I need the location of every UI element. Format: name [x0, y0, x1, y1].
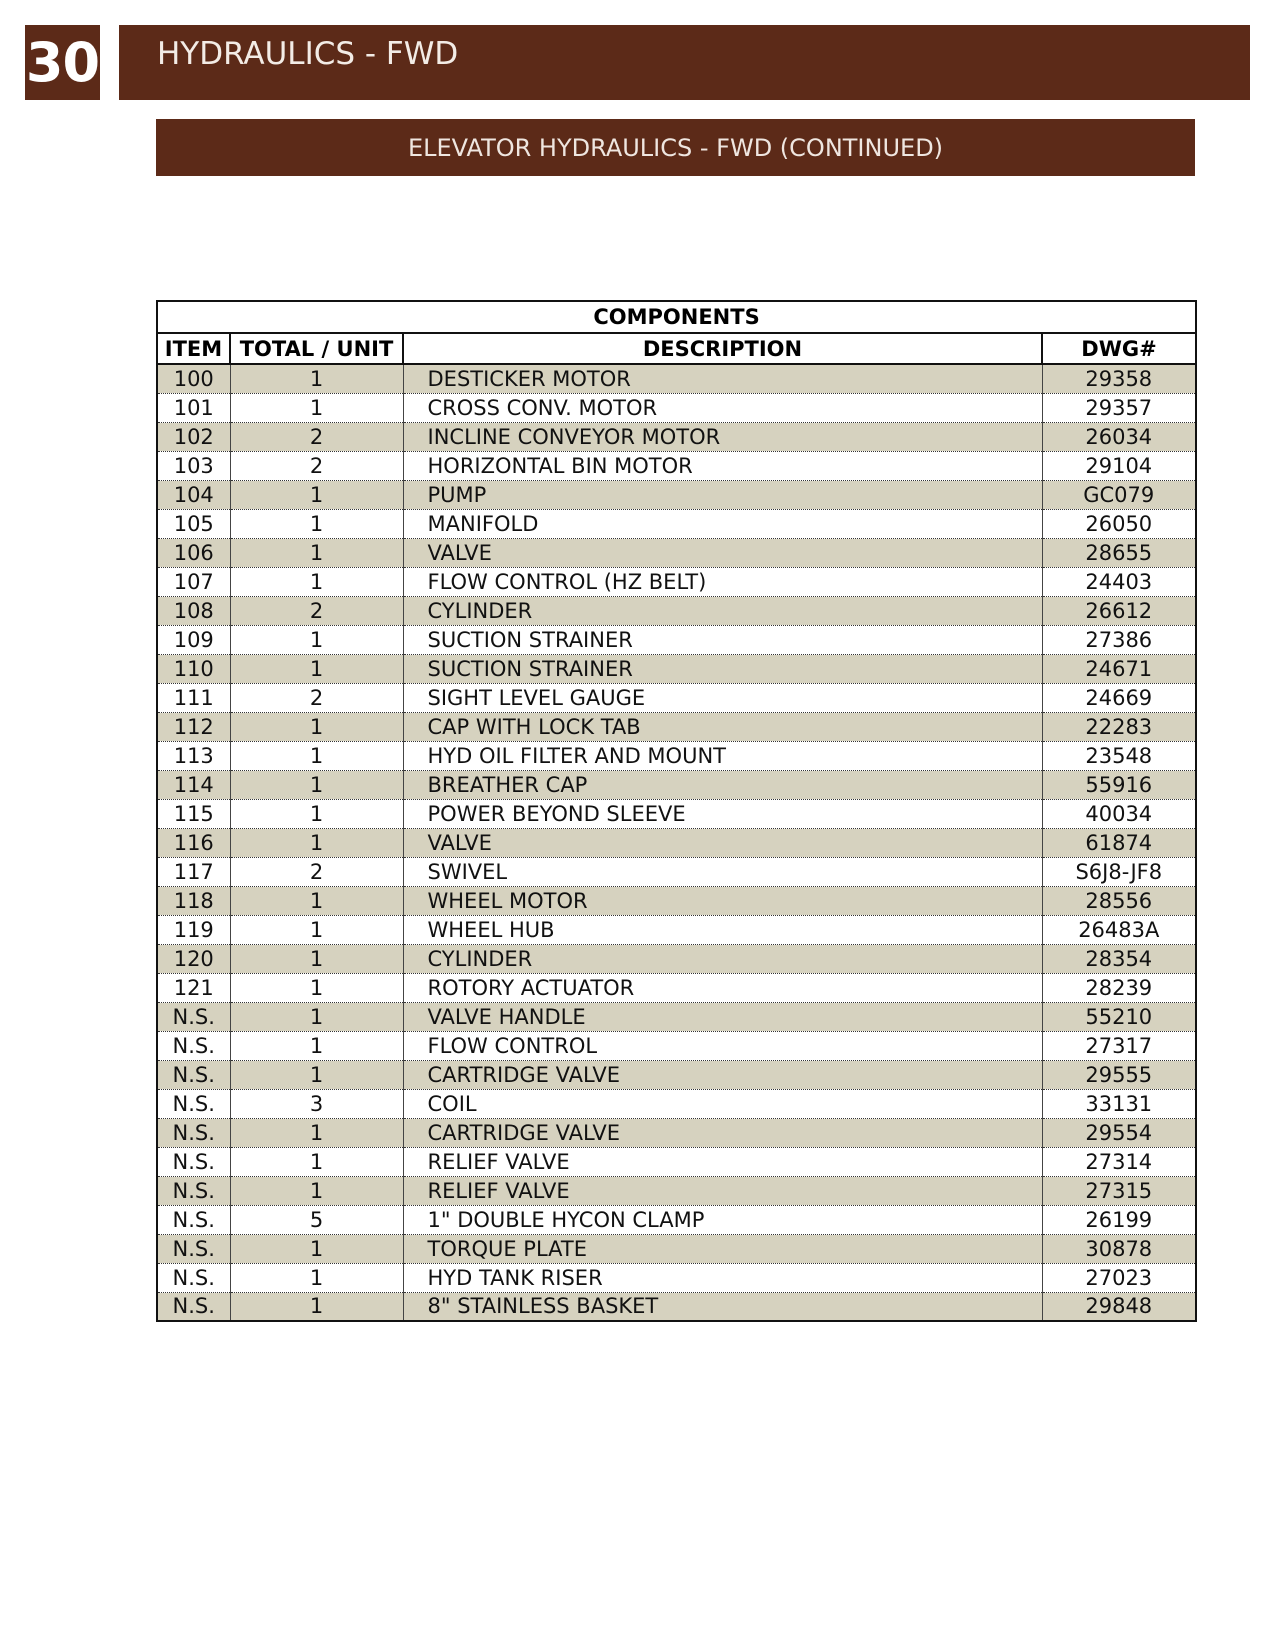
cell-dwg: GC079 — [1042, 480, 1196, 509]
cell-item: N.S. — [157, 1234, 230, 1263]
table-row — [157, 1263, 1196, 1292]
cell-total-unit: 2 — [230, 422, 403, 451]
cell-total-unit: 1 — [230, 480, 403, 509]
cell-description: FLOW CONTROL — [403, 1031, 1042, 1060]
cell-item: 119 — [157, 915, 230, 944]
subsection-title: ELEVATOR HYDRAULICS - FWD (CONTINUED) — [156, 119, 1195, 176]
cell-total-unit: 2 — [230, 857, 403, 886]
cell-description: INCLINE CONVEYOR MOTOR — [403, 422, 1042, 451]
cell-dwg: 55210 — [1042, 1002, 1196, 1031]
table-row — [157, 828, 1196, 857]
cell-description: RELIEF VALVE — [403, 1147, 1042, 1176]
cell-description: ROTORY ACTUATOR — [403, 973, 1042, 1002]
cell-description: CROSS CONV. MOTOR — [403, 393, 1042, 422]
cell-total-unit: 3 — [230, 1089, 403, 1118]
table-row — [157, 683, 1196, 712]
cell-total-unit: 1 — [230, 712, 403, 741]
cell-dwg: 27386 — [1042, 625, 1196, 654]
cell-total-unit: 1 — [230, 915, 403, 944]
cell-item: 110 — [157, 654, 230, 683]
table-row — [157, 1234, 1196, 1263]
cell-description: SIGHT LEVEL GAUGE — [403, 683, 1042, 712]
cell-dwg: 23548 — [1042, 741, 1196, 770]
cell-description: CARTRIDGE VALVE — [403, 1118, 1042, 1147]
cell-description: CYLINDER — [403, 944, 1042, 973]
table-row — [157, 1118, 1196, 1147]
cell-total-unit: 1 — [230, 393, 403, 422]
header-dwg: DWG# — [1042, 333, 1196, 364]
cell-description: 8" STAINLESS BASKET — [403, 1292, 1042, 1321]
cell-total-unit: 1 — [230, 1060, 403, 1089]
cell-description: RELIEF VALVE — [403, 1176, 1042, 1205]
cell-dwg: 40034 — [1042, 799, 1196, 828]
cell-item: 115 — [157, 799, 230, 828]
cell-total-unit: 1 — [230, 828, 403, 857]
table-row — [157, 799, 1196, 828]
cell-total-unit: 1 — [230, 973, 403, 1002]
cell-description: HYD OIL FILTER AND MOUNT — [403, 741, 1042, 770]
components-table — [156, 300, 1197, 1322]
cell-total-unit: 1 — [230, 364, 403, 393]
cell-total-unit: 1 — [230, 799, 403, 828]
cell-dwg: 55916 — [1042, 770, 1196, 799]
cell-description: HORIZONTAL BIN MOTOR — [403, 451, 1042, 480]
cell-item: 111 — [157, 683, 230, 712]
cell-total-unit: 1 — [230, 1031, 403, 1060]
header-total-unit: TOTAL / UNIT — [230, 333, 403, 364]
cell-total-unit: 1 — [230, 1292, 403, 1321]
cell-total-unit: 5 — [230, 1205, 403, 1234]
cell-item: N.S. — [157, 1263, 230, 1292]
cell-dwg: 29104 — [1042, 451, 1196, 480]
cell-total-unit: 2 — [230, 596, 403, 625]
cell-total-unit: 1 — [230, 1234, 403, 1263]
cell-dwg: 28655 — [1042, 538, 1196, 567]
cell-total-unit: 2 — [230, 683, 403, 712]
cell-total-unit: 1 — [230, 538, 403, 567]
cell-description: DESTICKER MOTOR — [403, 364, 1042, 393]
cell-description: VALVE — [403, 828, 1042, 857]
cell-description: HYD TANK RISER — [403, 1263, 1042, 1292]
cell-dwg: 27317 — [1042, 1031, 1196, 1060]
cell-description: CYLINDER — [403, 596, 1042, 625]
table-row — [157, 712, 1196, 741]
cell-dwg: 26050 — [1042, 509, 1196, 538]
cell-item: N.S. — [157, 1060, 230, 1089]
cell-dwg: 29357 — [1042, 393, 1196, 422]
cell-description: TORQUE PLATE — [403, 1234, 1042, 1263]
cell-item: N.S. — [157, 1118, 230, 1147]
cell-description: WHEEL HUB — [403, 915, 1042, 944]
cell-description: FLOW CONTROL (HZ BELT) — [403, 567, 1042, 596]
table-row — [157, 1060, 1196, 1089]
cell-dwg: 26612 — [1042, 596, 1196, 625]
cell-item: 109 — [157, 625, 230, 654]
cell-item: 116 — [157, 828, 230, 857]
header-item: ITEM — [157, 333, 230, 364]
cell-dwg: 22283 — [1042, 712, 1196, 741]
cell-description: CAP WITH LOCK TAB — [403, 712, 1042, 741]
table-row — [157, 625, 1196, 654]
cell-item: N.S. — [157, 1292, 230, 1321]
section-title: HYDRAULICS - FWD — [119, 25, 1250, 100]
cell-item: 104 — [157, 480, 230, 509]
table-row — [157, 509, 1196, 538]
cell-item: N.S. — [157, 1205, 230, 1234]
cell-dwg: 26034 — [1042, 422, 1196, 451]
table-row — [157, 770, 1196, 799]
cell-total-unit: 1 — [230, 509, 403, 538]
cell-dwg: 26483A — [1042, 915, 1196, 944]
table-header-row — [157, 333, 1196, 364]
cell-item: 100 — [157, 364, 230, 393]
cell-description: BREATHER CAP — [403, 770, 1042, 799]
cell-description: SUCTION STRAINER — [403, 625, 1042, 654]
table-row — [157, 393, 1196, 422]
cell-dwg: 27023 — [1042, 1263, 1196, 1292]
cell-item: 113 — [157, 741, 230, 770]
cell-total-unit: 2 — [230, 451, 403, 480]
cell-total-unit: 1 — [230, 1147, 403, 1176]
cell-description: 1" DOUBLE HYCON CLAMP — [403, 1205, 1042, 1234]
cell-dwg: S6J8-JF8 — [1042, 857, 1196, 886]
table-row — [157, 1176, 1196, 1205]
cell-item: 121 — [157, 973, 230, 1002]
cell-dwg: 28354 — [1042, 944, 1196, 973]
cell-description: SUCTION STRAINER — [403, 654, 1042, 683]
table-row — [157, 451, 1196, 480]
cell-description: WHEEL MOTOR — [403, 886, 1042, 915]
cell-total-unit: 1 — [230, 741, 403, 770]
cell-item: 101 — [157, 393, 230, 422]
table-row — [157, 915, 1196, 944]
table-row — [157, 480, 1196, 509]
table-row — [157, 741, 1196, 770]
header-description: DESCRIPTION — [403, 333, 1042, 364]
cell-dwg: 26199 — [1042, 1205, 1196, 1234]
table-row — [157, 1089, 1196, 1118]
table-row — [157, 596, 1196, 625]
cell-total-unit: 1 — [230, 886, 403, 915]
cell-dwg: 24671 — [1042, 654, 1196, 683]
table-row — [157, 886, 1196, 915]
table-row — [157, 1147, 1196, 1176]
cell-dwg: 24669 — [1042, 683, 1196, 712]
cell-dwg: 28239 — [1042, 973, 1196, 1002]
cell-item: 112 — [157, 712, 230, 741]
table-caption: COMPONENTS — [157, 301, 1196, 333]
cell-dwg: 29358 — [1042, 364, 1196, 393]
cell-description: VALVE HANDLE — [403, 1002, 1042, 1031]
cell-dwg: 33131 — [1042, 1089, 1196, 1118]
cell-dwg: 30878 — [1042, 1234, 1196, 1263]
cell-total-unit: 1 — [230, 1263, 403, 1292]
cell-item: 114 — [157, 770, 230, 799]
table-row — [157, 973, 1196, 1002]
cell-dwg: 27314 — [1042, 1147, 1196, 1176]
cell-total-unit: 1 — [230, 770, 403, 799]
cell-total-unit: 1 — [230, 1176, 403, 1205]
cell-description: MANIFOLD — [403, 509, 1042, 538]
cell-total-unit: 1 — [230, 1118, 403, 1147]
cell-item: N.S. — [157, 1147, 230, 1176]
table-row — [157, 857, 1196, 886]
cell-item: N.S. — [157, 1176, 230, 1205]
cell-item: 117 — [157, 857, 230, 886]
cell-item: 103 — [157, 451, 230, 480]
table-row — [157, 422, 1196, 451]
cell-dwg: 29555 — [1042, 1060, 1196, 1089]
cell-item: N.S. — [157, 1031, 230, 1060]
cell-dwg: 61874 — [1042, 828, 1196, 857]
table-row — [157, 538, 1196, 567]
cell-item: 108 — [157, 596, 230, 625]
cell-item: 118 — [157, 886, 230, 915]
cell-item: 107 — [157, 567, 230, 596]
cell-item: N.S. — [157, 1002, 230, 1031]
table-caption-row — [157, 301, 1196, 333]
cell-description: PUMP — [403, 480, 1042, 509]
table-row — [157, 1002, 1196, 1031]
cell-item: 120 — [157, 944, 230, 973]
page-number: 30 — [25, 25, 100, 100]
table-row — [157, 944, 1196, 973]
table-body — [157, 364, 1196, 1321]
cell-total-unit: 1 — [230, 625, 403, 654]
cell-total-unit: 1 — [230, 654, 403, 683]
cell-total-unit: 1 — [230, 1002, 403, 1031]
cell-total-unit: 1 — [230, 944, 403, 973]
table-row — [157, 1205, 1196, 1234]
cell-description: POWER BEYOND SLEEVE — [403, 799, 1042, 828]
cell-dwg: 28556 — [1042, 886, 1196, 915]
cell-description: COIL — [403, 1089, 1042, 1118]
cell-item: 105 — [157, 509, 230, 538]
table-row — [157, 567, 1196, 596]
cell-description: SWIVEL — [403, 857, 1042, 886]
cell-description: VALVE — [403, 538, 1042, 567]
cell-total-unit: 1 — [230, 567, 403, 596]
cell-dwg: 29848 — [1042, 1292, 1196, 1321]
cell-dwg: 29554 — [1042, 1118, 1196, 1147]
table-row — [157, 1031, 1196, 1060]
cell-item: 102 — [157, 422, 230, 451]
cell-description: CARTRIDGE VALVE — [403, 1060, 1042, 1089]
cell-dwg: 27315 — [1042, 1176, 1196, 1205]
table-row — [157, 654, 1196, 683]
cell-item: 106 — [157, 538, 230, 567]
cell-dwg: 24403 — [1042, 567, 1196, 596]
table-row — [157, 1292, 1196, 1321]
cell-item: N.S. — [157, 1089, 230, 1118]
table-row — [157, 364, 1196, 393]
